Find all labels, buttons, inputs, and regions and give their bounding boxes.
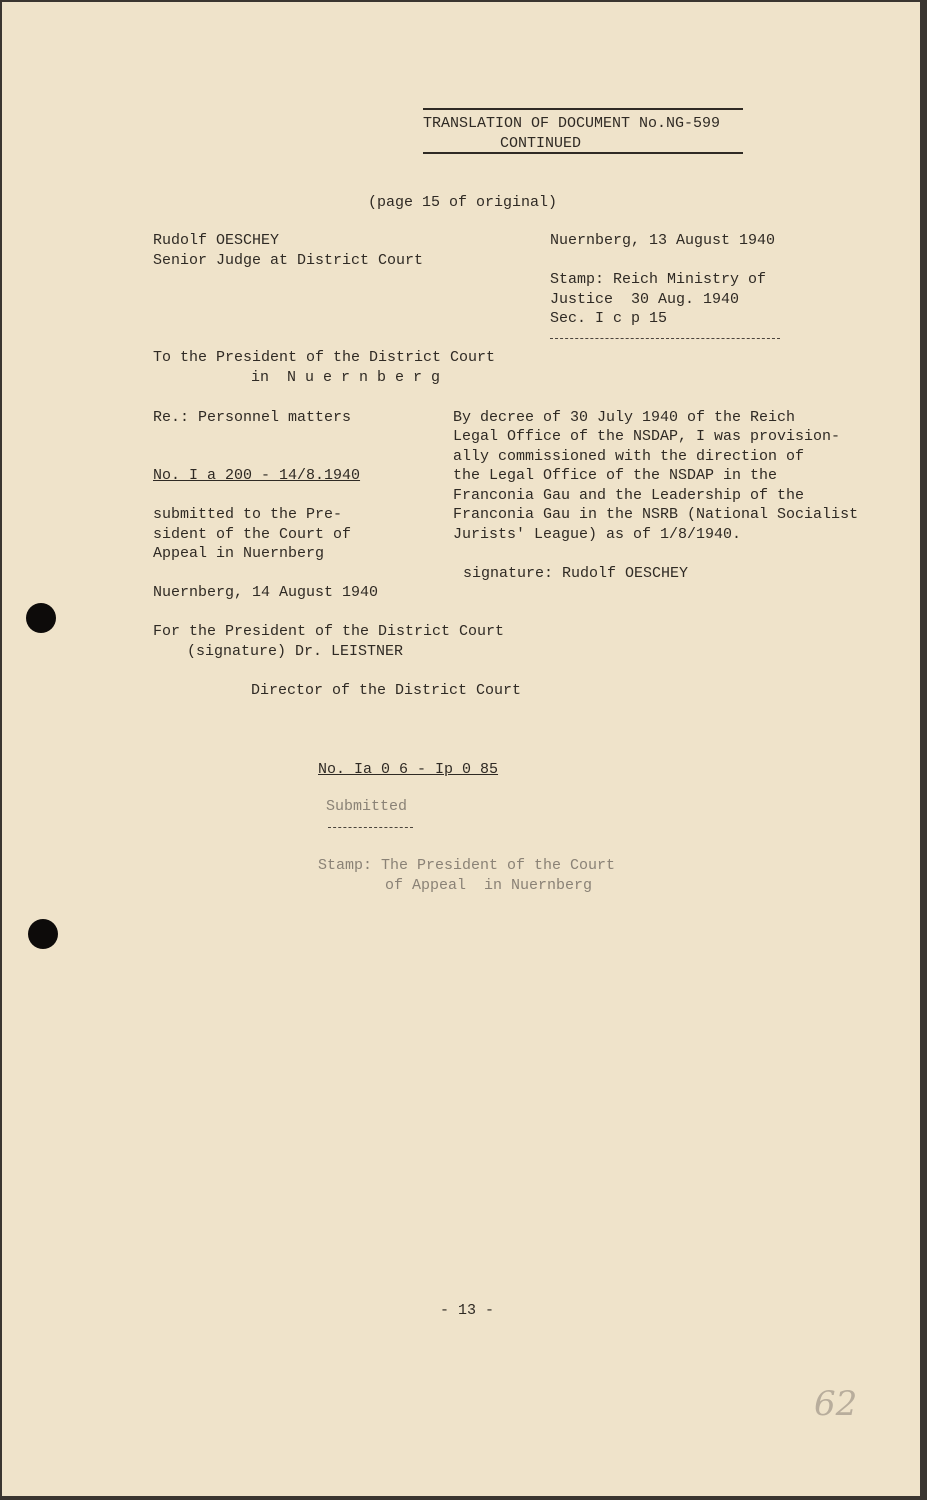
sender-title: Senior Judge at District Court [153, 252, 424, 269]
sender-name: Rudolf OESCHEY [153, 232, 280, 249]
reference-number: No. I a 200 - 14/8.1940 [153, 467, 361, 484]
body-line: Legal Office of the NSDAP, I was provision- [453, 428, 841, 445]
place-date: Nuernberg, 13 August 1940 [550, 232, 776, 249]
submitted-label: Submitted [326, 798, 408, 815]
addressee-line2: in N u e r n b e r g [251, 369, 441, 386]
page-reference: (page 15 of original) [368, 194, 558, 211]
pencil-annotation: 62 [814, 1384, 858, 1424]
body-line: By decree of 30 July 1940 of the Reich [453, 409, 796, 426]
for-president-line1: For the President of the District Court [153, 623, 505, 640]
addressee-line1: To the President of the District Court [153, 349, 496, 366]
stamp-ministry-line2: Justice 30 Aug. 1940 [550, 291, 740, 308]
body-line: Jurists' League) as of 1/8/1940. [453, 526, 742, 543]
body-line: Franconia Gau and the Leadership of the [453, 487, 805, 504]
signature-oeschey: signature: Rudolf OESCHEY [463, 565, 689, 582]
stamp-ministry-line1: Stamp: Reich Ministry of [550, 271, 767, 288]
stamp-court-line1: Stamp: The President of the Court [318, 857, 616, 874]
body-line: Franconia Gau in the NSRB (National Socialist [453, 506, 859, 523]
title-rule-bottom [423, 152, 743, 154]
punch-hole [28, 919, 58, 949]
submitted-to-line2: sident of the Court of [153, 526, 352, 543]
punch-hole [26, 603, 56, 633]
document-title: TRANSLATION OF DOCUMENT No.NG-599 [423, 115, 721, 132]
reference-number-2: No. Ia 0 6 - Ip 0 85 [318, 761, 499, 778]
for-president-title: Director of the District Court [251, 682, 522, 699]
title-rule-top [423, 108, 743, 110]
place-date-2: Nuernberg, 14 August 1940 [153, 584, 379, 601]
for-president-signature: (signature) Dr. LEISTNER [187, 643, 404, 660]
stamp-ministry-line3: Sec. I c p 15 [550, 310, 668, 327]
submitted-to-line1: submitted to the Pre- [153, 506, 343, 523]
body-line: ally commissioned with the direction of [453, 448, 805, 465]
stamp-court-line2: of Appeal in Nuernberg [385, 877, 593, 894]
submitted-to-line3: Appeal in Nuernberg [153, 545, 325, 562]
subject-line: Re.: Personnel matters [153, 409, 352, 426]
document-page [2, 2, 920, 1496]
stamp-divider [550, 338, 780, 339]
document-continued: CONTINUED [500, 135, 582, 152]
page-number: - 13 - [440, 1302, 495, 1319]
submitted-divider [328, 827, 413, 828]
body-line: the Legal Office of the NSDAP in the [453, 467, 778, 484]
